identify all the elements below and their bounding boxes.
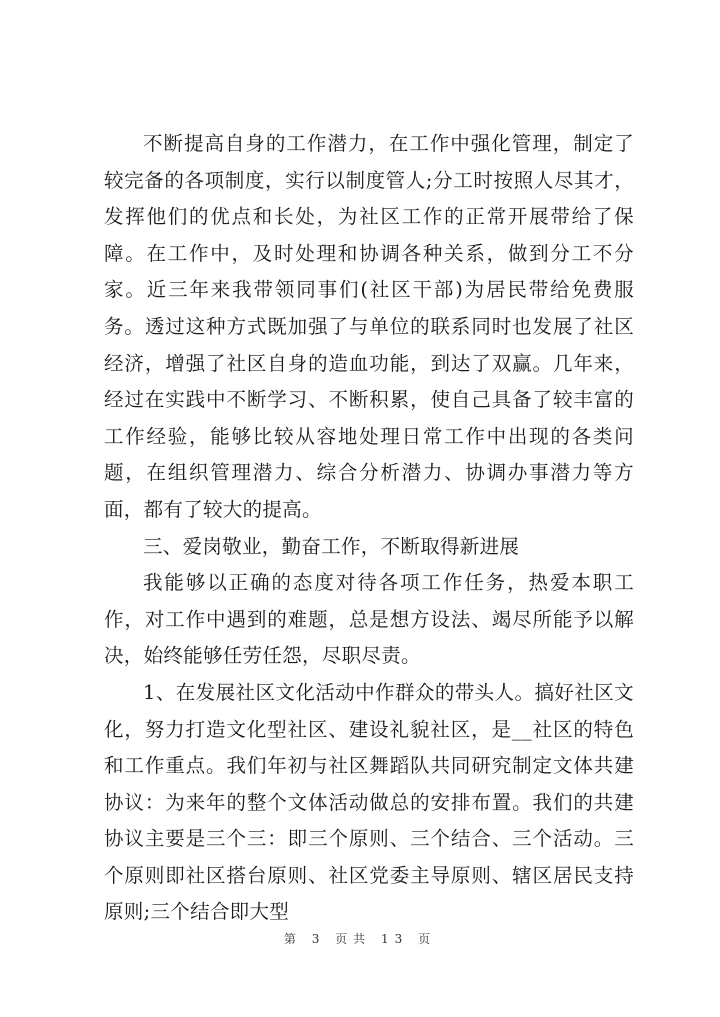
document-body	[104, 126, 634, 931]
paragraph-attitude: 我能够以正确的态度对待各项工作任务，热爱本职工作，对工作中遇到的难题，总是想方设法、竭尽所能予以解决，始终能够任劳任怨，尽职尽责。	[104, 571, 634, 668]
section-heading: 三、爱岗敬业，勤奋工作，不断取得新进展	[143, 534, 520, 558]
page-footer: 第 3 页共 13 页	[283, 932, 437, 946]
paragraph-community-culture: 1、在发展社区文化活动中作群众的带头人。搞好社区文化，努力打造文化型社区、建设礼貌社区，是__社区的特色和工作重点。我们年初与社区舞蹈队共同研究制定文体共建协议：为来年的整个文体活动做总的安排布置。我们的共建协议主要是三个三：即三个原则、三个结合、三个活动。三个原则即社区搭台原则、社区党委主导原则、辖区居民支持原则;三个结合即大型	[104, 680, 634, 924]
paragraph-management: 不断提高自身的工作潜力，在工作中强化管理，制定了较完备的各项制度，实行以制度管人;分工时按照人尽其才，发挥他们的优点和长处，为社区工作的正常开展带给了保障。在工作中，及时处理和协调各种关系，做到分工不分家。近三年来我带领同事们(社区干部)为居民带给免费服务。透过这种方式既加强了与单位的联系同时也发展了社区经济，增强了社区自身的造血功能，到达了双赢。几年来，经过在实践中不断学习、不断积累，使自己具备了较丰富的工作经验，能够比较从容地处理日常工作中出现的各类问题，在组织管理潜力、综合分析潜力、协调办事潜力等方面，都有了较大的提高。	[104, 132, 634, 521]
